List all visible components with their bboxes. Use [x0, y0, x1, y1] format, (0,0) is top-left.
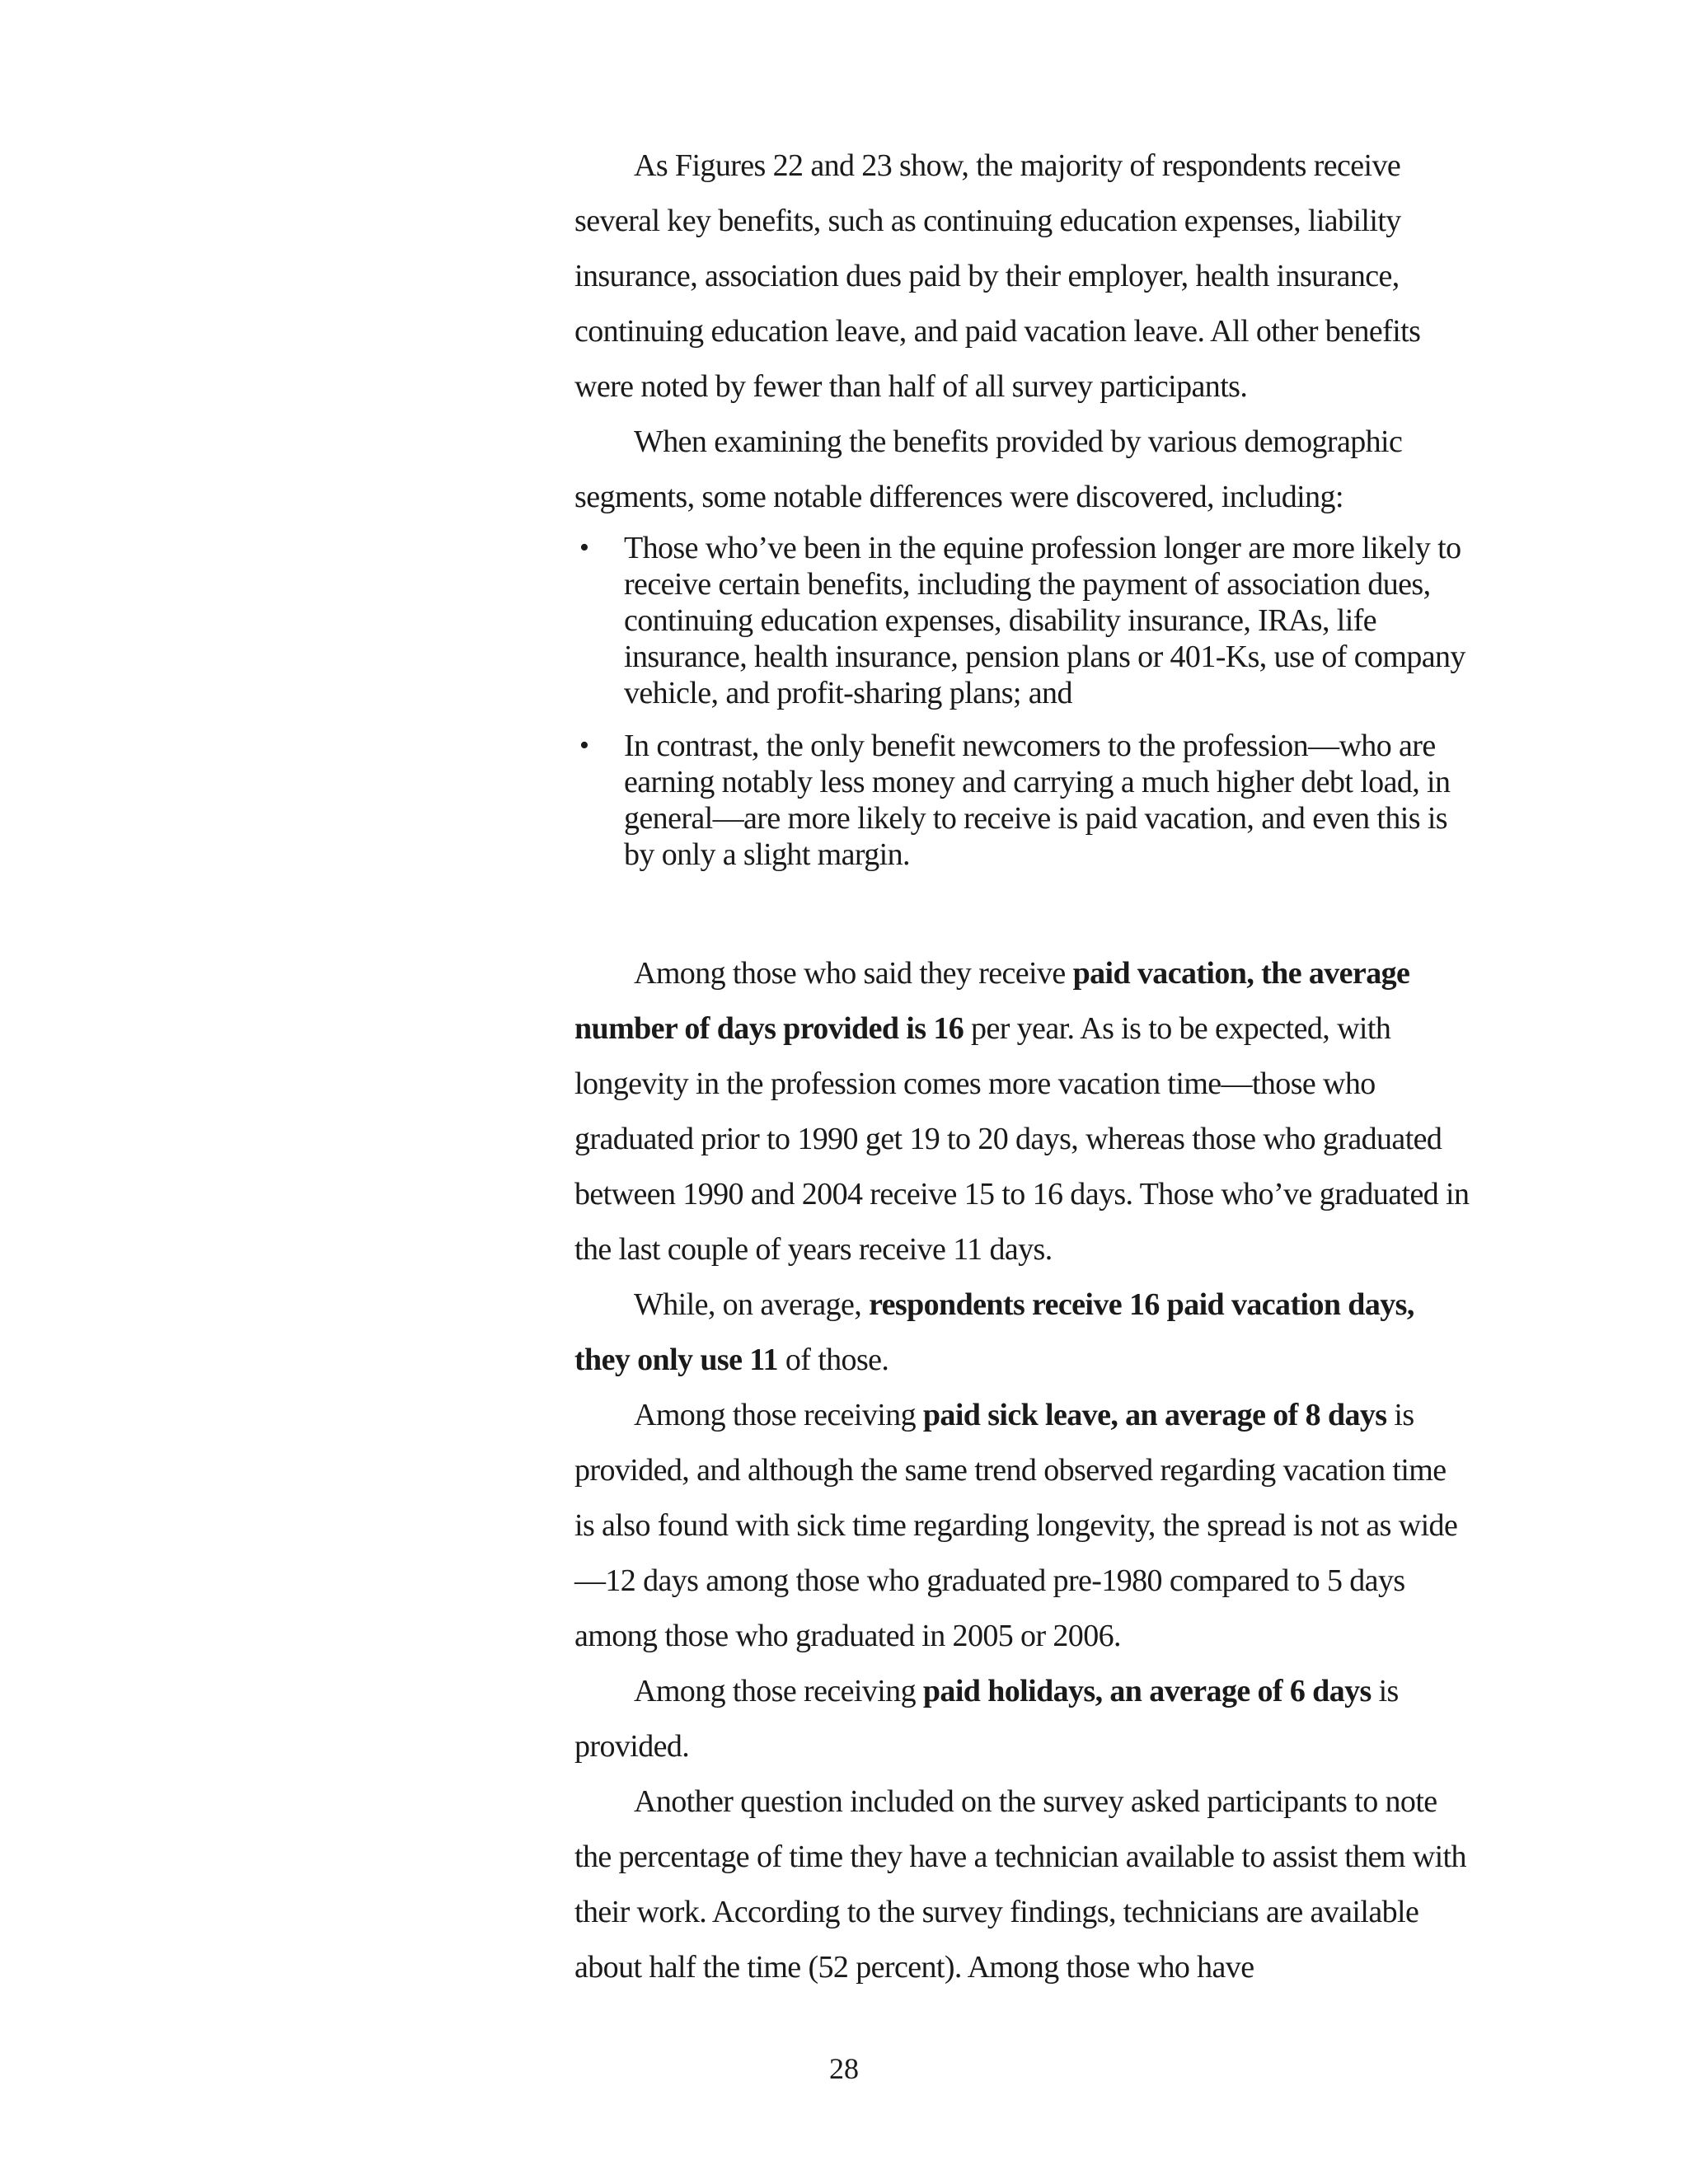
text-run: per year. As is to be expected, with longevity in the profession comes more vacation time—those who graduated prior to 1990 get 19 to 20 days, whereas those who graduated between 1990 and 2004 receive 15 to 16 days. Those who’ve graduated in the last couple of years receive 11 days. — [574, 1011, 1470, 1267]
bullet-text: Those who’ve been in the equine profession longer are more likely to receive certain benefits, including the payment of association dues, continuing education expenses, disability insurance, IRAs, life insurance, health insurance, pension plans or 401-Ks, use of company vehicle, and profit-sharing plans; and — [624, 531, 1465, 710]
paragraph-technician: Another question included on the survey asked participants to note the percentage of time they have a technician available to assist them with their work. According to the survey findings, technicians are available about half the time (52 percent). Among those who have — [574, 1784, 1466, 1985]
bold-highlight: respondents receive 16 paid vacation days, they only use 11 — [574, 1287, 1414, 1377]
paragraph-sick-leave — [574, 1388, 1473, 1664]
text-run: Among those receiving — [634, 1398, 923, 1432]
bullet-icon: • — [579, 532, 589, 563]
text-run: Among those who said they receive — [634, 956, 1073, 991]
list-item — [574, 530, 1473, 711]
paragraph-paid-vacation — [574, 946, 1473, 1277]
text-run: Among those receiving — [634, 1674, 923, 1708]
text-run: While, on average, — [634, 1287, 870, 1322]
body-text — [574, 138, 1473, 1995]
bullet-text: In contrast, the only benefit newcomers to the profession—who are earning notably less money and carrying a much higher debt load, in general—are more likely to receive is paid vacation, and even this is by only a slight margin. — [624, 729, 1451, 872]
page-number: 28 — [829, 2052, 859, 2085]
bold-highlight: paid holidays, an average of 6 days — [922, 1674, 1372, 1708]
text-run: is provided, and although the same trend observed regarding vacation time is also found with sick time regarding longevity, the spread is not as wide—12 days among those who graduated pre-1980 compared to 5 days among those who graduated in 2005 or 2006. — [574, 1398, 1458, 1653]
list-item — [574, 728, 1473, 873]
text-run: of those. — [777, 1343, 889, 1377]
paragraph-holidays — [574, 1664, 1473, 1774]
paragraph-demographic-intro: When examining the benefits provided by various demographic segments, some notable differences were discovered, including: — [574, 424, 1403, 514]
section-spacer — [574, 889, 1473, 946]
bold-highlight: paid vacation, the average number of days provided is 16 — [574, 956, 1410, 1046]
paragraph-vacation-use — [574, 1277, 1473, 1388]
bullet-icon: • — [579, 730, 589, 761]
bullet-list — [574, 530, 1473, 873]
bold-highlight: paid sick leave, an average of 8 days — [922, 1398, 1387, 1432]
text-run: is provided. — [574, 1674, 1399, 1764]
paragraph-benefits-overview: As Figures 22 and 23 show, the majority of respondents receive several key benefits, such as continuing education expenses, liability insurance, association dues paid by their employer, health insurance, continuing education leave, and paid vacation leave. All other benefits were noted by fewer than half of all survey participants. — [574, 148, 1421, 404]
